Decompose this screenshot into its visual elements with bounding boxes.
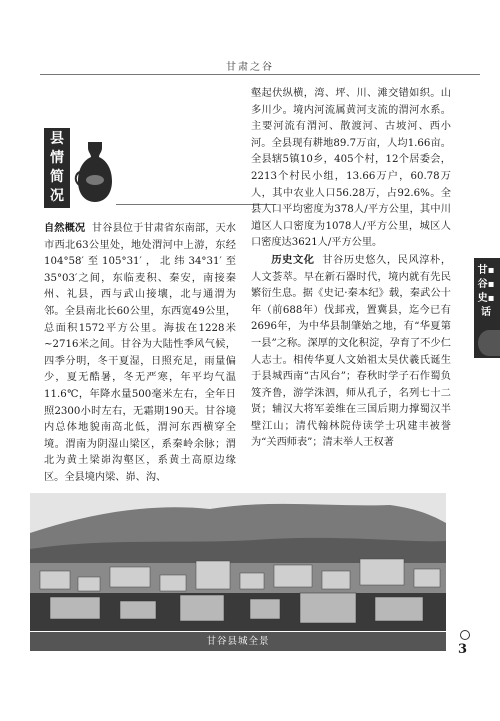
page-number: 3 [458, 642, 468, 657]
caption-bar [30, 632, 446, 651]
photo-caption: 甘谷县城全景 [206, 636, 270, 647]
section-label: 县情简况 [44, 128, 70, 208]
side-decoration [478, 330, 500, 356]
lead-natural: 自然概况 [44, 222, 86, 234]
history-text: 甘谷历史悠久，民风淳朴，人文荟萃。早在新石器时代，境内就有先民繁衍生息。据《史记·秦本纪》载，秦武公十年（前688年）伐邽戎，置冀县，迄今已有2696年，为中华县制肇始之地，有“华夏第一县”之称。深厚的文化积淀，孕育了不少仁人志士。相传华夏人文始祖太昊伏羲氏诞生于县城西南“古风台”；春秋时学子石作蜀负笈齐鲁，游学洙泗，师从孔子，名列七十二贤；辅汉大将军姜维在三国后期力撑蜀汉半壁江山；清代翰林院侍读学士巩建丰被誉为“关西师表”；清末举人王权著 [251, 254, 452, 449]
page-number-ornament [460, 630, 470, 640]
lead-history: 历史文化 [271, 253, 315, 266]
header-rule [40, 74, 480, 75]
side-tab-text: 甘▪谷▪史▪话 [477, 265, 495, 318]
city-panorama-photo [30, 493, 446, 631]
city-panorama-image [30, 493, 446, 631]
population-paragraph: 壑起伏纵横，湾、坪、川、滩交错如织。山多川少。境内河流属黄河支流的渭河水系。主要河流有渭河、散渡河、古坡河、西小河。全县现有耕地89.7万亩，人均1.66亩。全县辖5镇10乡，405个村，12个居委会，2213个村民小组，13.66万户，60.78万人，其中农业人口56.28万，占92.6%。全县人口平均密度为378人/平方公里，其中川道区人口密度为1078人/平方公里，城区人口密度达3621人/平方公里。 [251, 88, 451, 249]
left-column [44, 220, 236, 487]
vase-icon [74, 138, 116, 206]
right-column [251, 86, 451, 452]
natural-text: 甘谷县位于甘肃省东南部，天水市西北63公里处，地处渭河中上游，东经104°58′至105°31′，北纬34°31′至35°03′之间，东临麦积、秦安，南接秦州、礼县，西与武山接壤，北与通渭为邻。全县南北长60公里，东西宽49公里，总面积1572平方公里。海拔在1228米~2716米之间。甘谷为大陆性季风气候，四季分明，冬干夏湿，日照充足，雨量偏少，夏无酷暑，冬无严寒，年平均气温11.6℃，年降水量500毫米左右，全年日照2300小时左右，无霜期190天。甘谷境内总体地貌南高北低，渭河东西横穿全境。渭南为阴湿山梁区，系秦岭余脉；渭北为黄土梁峁沟壑区，系黄土高原边缘区。全县境内梁、峁、沟、 [44, 223, 236, 483]
header-title: 甘肃之谷 [226, 62, 274, 73]
section-header [44, 128, 132, 208]
